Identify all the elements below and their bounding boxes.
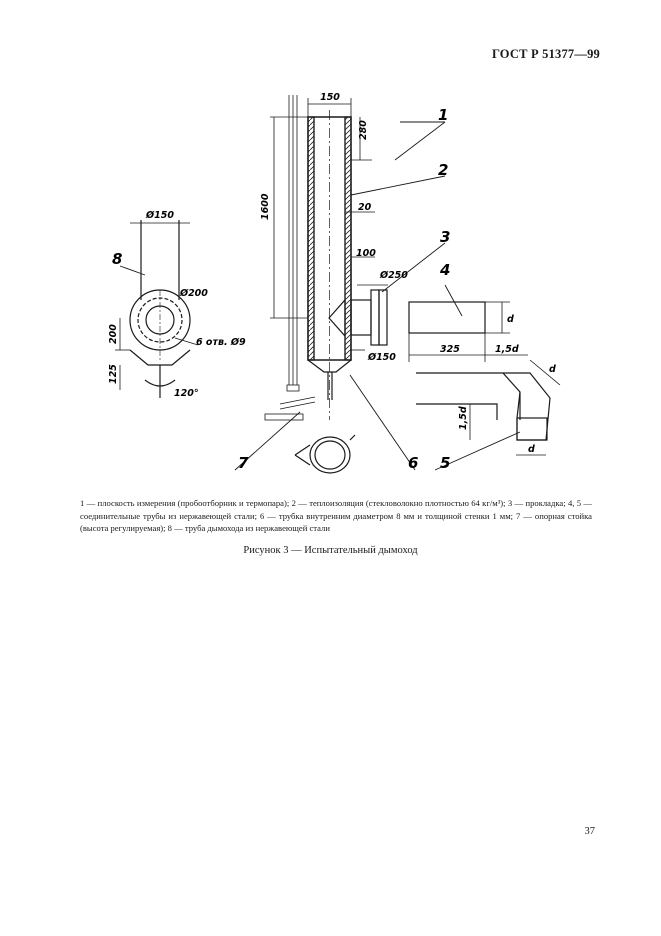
figure-caption: Рисунок 3 — Испытательный дымоход (243, 545, 418, 556)
dim-1-5d-elbow: 1,5d (458, 406, 469, 430)
dim-120deg: 120° (174, 388, 199, 399)
dim-phi150-bottom: Ø150 (368, 352, 396, 363)
callout-2: 2 (438, 161, 449, 179)
callout-4: 4 (440, 261, 451, 279)
dim-phi200: Ø200 (180, 288, 208, 299)
elbow-pipe (416, 360, 560, 455)
callout-7: 7 (238, 454, 249, 472)
dim-125: 125 (108, 364, 119, 384)
dim-d-elbow-b: d (528, 444, 535, 455)
callout-3: 3 (440, 228, 451, 246)
callout-1: 1 (438, 106, 449, 124)
section-view (295, 435, 355, 473)
dim-d-elbow-a: d (549, 364, 556, 375)
dim-phi250: Ø250 (380, 270, 408, 281)
dim-d-right: d (507, 314, 514, 325)
dim-200: 200 (108, 324, 119, 344)
dim-holes: 6 отв. Ø9 (196, 337, 246, 348)
chimney-pipe (308, 110, 351, 420)
dim-325: 325 (440, 344, 460, 355)
dim-150-top: 150 (320, 92, 340, 103)
left-view (115, 220, 190, 398)
dim-phi150-side: Ø150 (146, 210, 174, 221)
callout-5: 5 (440, 454, 451, 472)
dim-280: 280 (358, 120, 369, 140)
callout-6: 6 (408, 454, 419, 472)
dim-100: 100 (356, 248, 376, 259)
document-header: ГОСТ Р 51377—99 (491, 47, 600, 61)
dim-20: 20 (358, 202, 372, 213)
dim-1600: 1600 (260, 193, 271, 220)
page-number: 37 (584, 826, 595, 837)
callout-8: 8 (112, 250, 123, 268)
figure-legend: 1 — плоскость измерения (пробоотборник и термопара); 2 — теплоизоляция (стекловолокно плотностью 64 кг/м³); 3 — прокладка; 4, 5 — соединительные трубы из нержавеющей стали; 6 — трубка внутренним диаметром 8 мм и толщиной стенки 1 мм; 7 — опорная стойка (высота регулируемая); 8 — труба дымохода из нержавеющей стали (80, 498, 592, 534)
dim-1-5d-top: 1,5d (495, 344, 519, 355)
